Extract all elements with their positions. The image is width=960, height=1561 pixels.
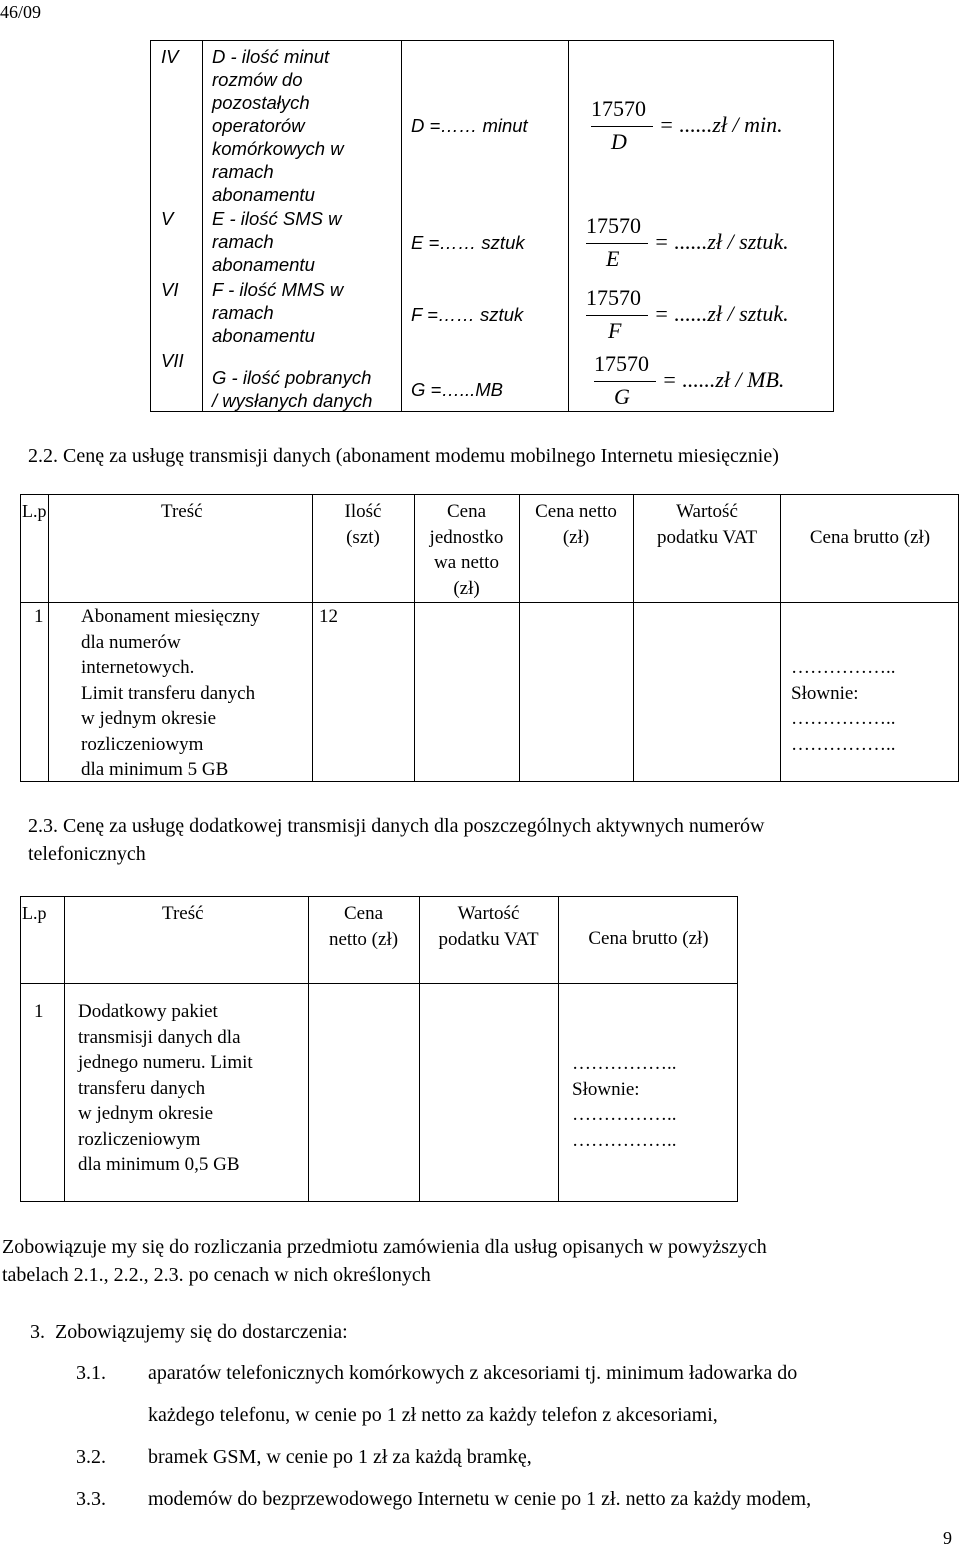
- quantity-field: E =…… sztuk: [411, 232, 525, 253]
- header-cena-netto: Cena netto (zł): [535, 501, 617, 548]
- header-vat: Wartość podatku VAT: [438, 903, 539, 950]
- quantity-field: D =…… minut: [411, 115, 528, 136]
- header-ilosc: Ilość (szt): [344, 501, 382, 548]
- quantity-field: F =…… sztuk: [411, 304, 524, 325]
- item-text: aparatów telefonicznych komórkowych z akcesoriami tj. minimum ładowarka do: [148, 1362, 798, 1384]
- table-divider: [401, 41, 402, 411]
- row-number: VI: [161, 279, 179, 300]
- header-tresc: Treść: [161, 501, 203, 522]
- row-description: Abonament miesięczny dla numerów internetowych. Limit transferu danych w jednym okresie rozliczeniowym dla minimum 5 GB: [81, 606, 260, 780]
- price-table-additional: [20, 896, 738, 1202]
- item-text: każdego telefonu, w cenie po 1 zł netto za każdy telefon z akcesoriami,: [148, 1404, 718, 1426]
- row-description: Dodatkowy pakiet transmisji danych dla jednego numeru. Limit transferu danych w jednym okresie rozliczeniowym dla minimum 0,5 GB: [78, 1001, 253, 1175]
- section-heading-2-3: 2.3. Cenę za usługę dodatkowej transmisji danych dla poszczególnych aktywnych numerów telefonicznych: [28, 815, 765, 865]
- row-description: F - ilość MMS w ramach abonamentu: [212, 279, 344, 346]
- item-text: modemów do bezprzewodowego Internetu w cenie po 1 zł. netto za każdy modem,: [148, 1488, 812, 1510]
- row-number: VII: [161, 350, 184, 371]
- commitment-paragraph: Zobowiązuje my się do rozliczania przedmiotu zamówienia dla usług opisanych w powyższych tabelach 2.1., 2.2., 2.3. po cenach w nich określonych: [2, 1236, 767, 1286]
- section-3-title: 3. Zobowiązujemy się do dostarczenia:: [30, 1321, 348, 1343]
- row-number: V: [161, 208, 174, 229]
- row-quantity: 12: [319, 606, 338, 627]
- price-table-units: IV D - ilość minut rozmów do pozostałych operatorów komórkowych w ramach abonamentu D =…… minut 17570 D = ......zł / min. V E - ilość SMS w ramach abonamentu E =…… sztuk 17570 E = ......zł / sztuk. VI F - ilość MMS w ramach abonamentu F =…… sztuk 17570 F = ......zł / sztuk. VII G - ilość pobranych / wysłanych danych G =…...MB 17570 G = ......zł / MB.: [150, 40, 834, 412]
- header-cena-brutto: Cena brutto (zł): [809, 527, 931, 548]
- row-description: G - ilość pobranych / wysłanych danych: [212, 367, 373, 411]
- header-vat: Wartość podatku VAT: [656, 501, 758, 548]
- price-table-internet: [20, 494, 959, 782]
- quantity-field: G =…...MB: [411, 379, 504, 400]
- row-number: 1: [34, 606, 44, 627]
- table-divider: [202, 41, 203, 411]
- row-number: 1: [34, 1001, 44, 1022]
- row-description: E - ilość SMS w ramach abonamentu: [212, 208, 342, 275]
- row-brutto-value: …………….. Słownie: …………….. ……………..: [791, 657, 896, 755]
- section-heading-2-2: 2.2. Cenę za usługę transmisji danych (abonament modemu mobilnego Internetu miesięcznie): [28, 445, 779, 467]
- row-description: D - ilość minut rozmów do pozostałych operatorów komórkowych w ramach abonamentu: [212, 46, 344, 205]
- item-number: 3.1.: [76, 1362, 106, 1384]
- item-number: 3.2.: [76, 1446, 106, 1468]
- header-cena-netto: Cena netto (zł): [328, 903, 399, 950]
- item-text: bramek GSM, w cenie po 1 zł za każdą bramkę,: [148, 1446, 532, 1468]
- header-lp: L.p: [22, 903, 47, 923]
- header-cena-jednostkowa: Cena jednostko wa netto (zł): [429, 501, 504, 599]
- header-tresc: Treść: [162, 903, 204, 924]
- table-divider: [568, 41, 569, 411]
- header-cena-brutto: Cena brutto (zł): [588, 928, 709, 949]
- page-number: 9: [943, 1528, 952, 1548]
- item-number: 3.3.: [76, 1488, 106, 1510]
- row-brutto-value: …………….. Słownie: …………….. ……………..: [572, 1053, 677, 1151]
- row-number: IV: [161, 46, 179, 67]
- header-lp: L.p: [22, 501, 47, 521]
- document-number: 46/09: [0, 2, 42, 22]
